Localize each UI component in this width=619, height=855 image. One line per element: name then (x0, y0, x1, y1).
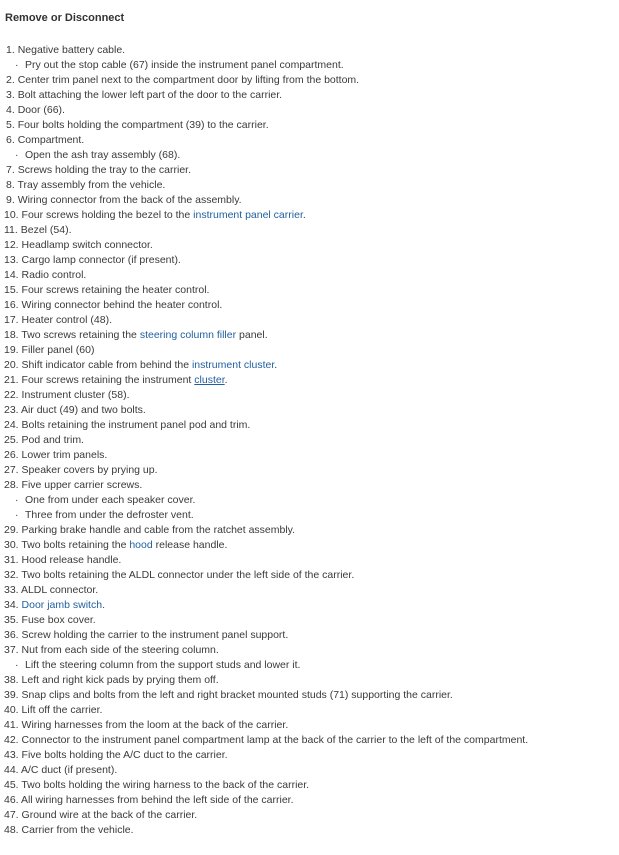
step-number: 2. (6, 74, 15, 86)
step-number: 10. (4, 209, 19, 221)
step-item (0, 613, 619, 628)
step-item (0, 808, 619, 823)
bullet-icon: · (15, 659, 19, 671)
step-item (0, 283, 619, 298)
step-item (0, 733, 619, 748)
step-number: 16. (4, 299, 19, 311)
step-item (0, 343, 619, 358)
step-number: 29. (4, 524, 19, 536)
step-link[interactable]: cluster (194, 374, 225, 386)
step-item (0, 88, 619, 103)
step-item (0, 628, 619, 643)
step-text: Filler panel (60) (21, 344, 95, 356)
step-text: Lift off the carrier. (21, 704, 103, 716)
step-text: Speaker covers by prying up. (21, 464, 158, 476)
step-item (0, 568, 619, 583)
step-text: Tray assembly from the vehicle. (17, 179, 166, 191)
step-item (0, 538, 619, 553)
step-text: Compartment. (17, 134, 85, 146)
step-text: Four screws holding the bezel to the (21, 209, 194, 221)
step-item (0, 553, 619, 568)
step-text: ALDL connector. (20, 584, 99, 596)
step-number: 22. (4, 389, 19, 401)
step-number: 33. (4, 584, 19, 596)
step-number: 18. (4, 329, 19, 341)
step-text: . (102, 599, 105, 611)
procedure-step-list (0, 43, 619, 838)
step-text: Connector to the instrument panel compartment lamp at the back of the carrier to the left of the compartment. (21, 734, 529, 746)
step-link[interactable]: steering column filler (139, 329, 237, 341)
step-number: 26. (4, 449, 19, 461)
step-number: 46. (4, 794, 19, 806)
step-text: . (302, 209, 306, 221)
step-number: 40. (4, 704, 19, 716)
sub-step-item (0, 658, 619, 673)
step-item (0, 478, 619, 493)
step-number: 8. (6, 179, 15, 191)
step-item (0, 268, 619, 283)
step-number: 4. (6, 104, 15, 116)
step-number: 14. (4, 269, 19, 281)
step-text: Two bolts retaining the (21, 539, 130, 551)
step-text: Shift indicator cable from behind the (21, 359, 192, 371)
step-number: 34. (4, 599, 19, 611)
page-title: Remove or Disconnect (5, 12, 125, 24)
step-number: 27. (4, 464, 19, 476)
step-item (0, 253, 619, 268)
sub-step-text: Open the ash tray assembly (68). (25, 149, 181, 161)
step-text: Four screws retaining the heater control. (21, 284, 210, 296)
step-text: Wiring connector behind the heater control. (21, 299, 223, 311)
step-item (0, 223, 619, 238)
step-text: Radio control. (21, 269, 87, 281)
step-text: Parking brake handle and cable from the ratchet assembly. (21, 524, 296, 536)
step-number: 15. (4, 284, 19, 296)
step-text: Four bolts holding the compartment (39) to the carrier. (17, 119, 269, 131)
step-item (0, 643, 619, 658)
step-text: Heater control (48). (21, 314, 112, 326)
step-text: Cargo lamp connector (if present). (21, 254, 181, 266)
step-item (0, 598, 619, 613)
step-number: 1. (6, 44, 15, 56)
step-link[interactable]: Door jamb switch (21, 599, 103, 611)
step-item (0, 718, 619, 733)
step-text: Five upper carrier screws. (21, 479, 143, 491)
step-number: 39. (4, 689, 19, 701)
step-number: 41. (4, 719, 19, 731)
step-text: Screws holding the tray to the carrier. (17, 164, 192, 176)
step-text: Two screws retaining the (21, 329, 140, 341)
step-text: Center trim panel next to the compartment door by lifting from the bottom. (17, 74, 360, 86)
step-item (0, 208, 619, 223)
step-number: 37. (4, 644, 19, 656)
step-number: 19. (4, 344, 19, 356)
sub-step-item (0, 493, 619, 508)
step-number: 42. (4, 734, 19, 746)
step-item (0, 418, 619, 433)
step-text: release handle. (152, 539, 228, 551)
sub-step-item (0, 148, 619, 163)
step-text: Left and right kick pads by prying them off. (21, 674, 219, 686)
step-item (0, 523, 619, 538)
step-item (0, 358, 619, 373)
step-number: 20. (4, 359, 19, 371)
step-item (0, 73, 619, 88)
step-text: . (274, 359, 278, 371)
step-text: Five bolts holding the A/C duct to the carrier. (21, 749, 228, 761)
step-number: 32. (4, 569, 19, 581)
step-item (0, 703, 619, 718)
step-number: 38. (4, 674, 19, 686)
sub-step-text: Pry out the stop cable (67) inside the instrument panel compartment. (25, 59, 344, 71)
step-item (0, 43, 619, 58)
step-link[interactable]: hood (129, 539, 153, 551)
step-text: Door (66). (17, 104, 65, 116)
step-text: Headlamp switch connector. (21, 239, 153, 251)
step-item (0, 433, 619, 448)
step-link[interactable]: instrument panel carrier (193, 209, 303, 221)
step-number: 6. (6, 134, 15, 146)
step-number: 45. (4, 779, 19, 791)
step-item (0, 313, 619, 328)
step-text: Four screws retaining the instrument (21, 374, 195, 386)
bullet-icon: · (15, 149, 19, 161)
step-number: 43. (4, 749, 19, 761)
step-text: Snap clips and bolts from the left and right bracket mounted studs (71) supporting the carrier. (21, 689, 453, 701)
step-number: 7. (6, 164, 15, 176)
step-number: 31. (4, 554, 19, 566)
step-item (0, 778, 619, 793)
step-text: Nut from each side of the steering column. (21, 644, 219, 656)
step-number: 47. (4, 809, 19, 821)
step-item (0, 793, 619, 808)
step-item (0, 463, 619, 478)
step-text: Hood release handle. (21, 554, 122, 566)
step-item (0, 373, 619, 388)
step-text: . (224, 374, 228, 386)
sub-step-text: Three from under the defroster vent. (25, 509, 194, 521)
step-item (0, 763, 619, 778)
step-item (0, 133, 619, 148)
bullet-icon: · (15, 59, 19, 71)
step-text: Two bolts holding the wiring harness to the back of the carrier. (21, 779, 310, 791)
sub-step-text: Lift the steering column from the support studs and lower it. (25, 659, 301, 671)
step-number: 35. (4, 614, 19, 626)
step-text: Pod and trim. (21, 434, 84, 446)
step-number: 25. (4, 434, 19, 446)
step-text: Lower trim panels. (21, 449, 108, 461)
step-number: 24. (4, 419, 19, 431)
step-text: A/C duct (if present). (20, 764, 118, 776)
step-text: Bezel (54). (20, 224, 72, 236)
step-text: Fuse box cover. (21, 614, 96, 626)
step-item (0, 298, 619, 313)
step-number: 13. (4, 254, 19, 266)
step-text: Negative battery cable. (17, 44, 126, 56)
step-number: 23. (4, 404, 19, 416)
step-text: Screw holding the carrier to the instrument panel support. (21, 629, 289, 641)
step-item (0, 688, 619, 703)
step-text: Bolts retaining the instrument panel pod and trim. (21, 419, 251, 431)
step-item (0, 583, 619, 598)
step-number: 12. (4, 239, 19, 251)
bullet-icon: · (15, 509, 19, 521)
step-number: 36. (4, 629, 19, 641)
step-item (0, 193, 619, 208)
step-number: 28. (4, 479, 19, 491)
step-number: 30. (4, 539, 19, 551)
step-item (0, 673, 619, 688)
step-number: 5. (6, 119, 15, 131)
step-text: Two bolts retaining the ALDL connector under the left side of the carrier. (21, 569, 355, 581)
step-item (0, 103, 619, 118)
step-number: 11. (4, 224, 18, 236)
step-text: Ground wire at the back of the carrier. (21, 809, 198, 821)
step-number: 21. (4, 374, 19, 386)
step-item (0, 118, 619, 133)
step-text: Wiring harnesses from the loom at the back of the carrier. (21, 719, 289, 731)
step-text: Carrier from the vehicle. (21, 824, 134, 836)
step-item (0, 388, 619, 403)
step-number: 3. (6, 89, 15, 101)
step-text: Air duct (49) and two bolts. (20, 404, 146, 416)
sub-step-item (0, 508, 619, 523)
step-text: Instrument cluster (58). (21, 389, 130, 401)
bullet-icon: · (15, 494, 19, 506)
step-item (0, 823, 619, 838)
step-number: 44. (4, 764, 19, 776)
step-item (0, 328, 619, 343)
step-number: 48. (4, 824, 19, 836)
step-text: All wiring harnesses from behind the left side of the carrier. (20, 794, 294, 806)
step-text: Wiring connector from the back of the assembly. (17, 194, 242, 206)
step-link[interactable]: instrument cluster (191, 359, 275, 371)
step-item (0, 448, 619, 463)
step-number: 17. (4, 314, 19, 326)
step-item (0, 163, 619, 178)
step-item (0, 238, 619, 253)
step-item (0, 748, 619, 763)
step-item (0, 178, 619, 193)
step-number: 9. (6, 194, 15, 206)
step-text: panel. (236, 329, 268, 341)
sub-step-item (0, 58, 619, 73)
step-item (0, 403, 619, 418)
step-text: Bolt attaching the lower left part of the door to the carrier. (17, 89, 283, 101)
sub-step-text: One from under each speaker cover. (25, 494, 196, 506)
